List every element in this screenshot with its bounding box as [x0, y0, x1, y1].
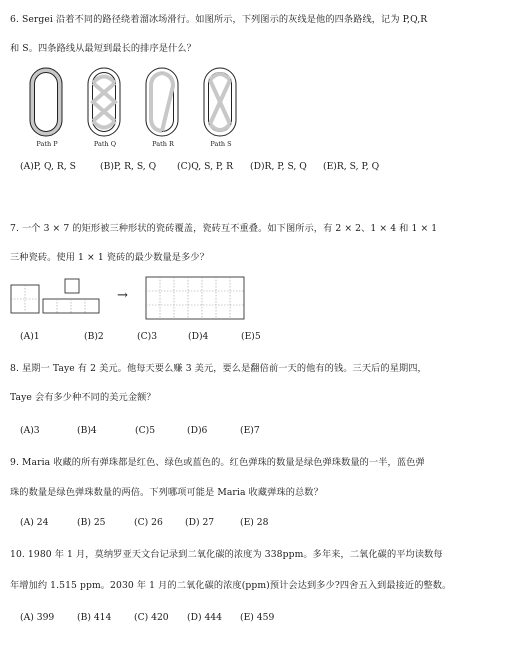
q6-text-line2: 和 S。四条路线从最短到最长的排序是什么？ — [10, 43, 196, 54]
q6-option-a[interactable]: (A)P, Q, R, S — [20, 161, 76, 172]
q6-option-e[interactable]: (E)R, S, P, Q — [323, 161, 380, 172]
q7-option-a[interactable]: (A)1 — [20, 331, 40, 342]
path-p-label: Path P — [36, 140, 58, 148]
q9-option-e[interactable]: (E) 28 — [240, 517, 269, 528]
q8-option-e[interactable]: (E)7 — [240, 425, 260, 436]
path-p-figure — [30, 68, 62, 136]
q6-option-b[interactable]: (B)P, R, S, Q — [100, 161, 157, 172]
q7-options — [20, 331, 420, 343]
q7-option-d[interactable]: (D)4 — [188, 331, 209, 342]
path-q-label: Path Q — [93, 140, 117, 148]
q8-option-c[interactable]: (C)5 — [135, 425, 156, 436]
q9-text-line1: 9. Maria 收藏的所有弹珠都是红色、绿色或蓝色的。红色弹珠的数量是绿色弹珠数量的一半，蓝色弹 — [10, 457, 425, 468]
q9-option-c[interactable]: (C) 26 — [134, 517, 163, 528]
q7-text-line1: 7. 一个 3 × 7 的矩形被三种形状的瓷砖覆盖，瓷砖互不重叠。如下图所示，有 2 × 2、1 × 4 和 1 × 1 — [10, 223, 438, 234]
path-r-label: Path R — [152, 140, 174, 148]
q10-option-d[interactable]: (D) 444 — [187, 612, 222, 623]
rink-paths-figure — [30, 68, 240, 140]
q7-text-line2: 三种瓷砖。使用 1 × 1 瓷砖的最少数量是多少？ — [10, 252, 209, 263]
q10-option-e[interactable]: (E) 459 — [240, 612, 275, 623]
tiles-figure — [10, 276, 250, 326]
path-s-label: Path S — [210, 140, 232, 148]
path-r-figure — [146, 68, 178, 136]
q6-option-d[interactable]: (D)R, P, S, Q — [250, 161, 307, 172]
path-q-figure — [88, 68, 120, 136]
path-s-figure — [204, 68, 236, 136]
q7-option-c[interactable]: (C)3 — [137, 331, 158, 342]
tile-2x2 — [11, 285, 39, 313]
q9-options — [20, 517, 420, 529]
q8-option-a[interactable]: (A)3 — [20, 425, 40, 436]
q7-option-e[interactable]: (E)5 — [241, 331, 261, 342]
q10-text-line2: 年增加约 1.515 ppm。2030 年 1 月的二氧化碳的浓度(ppm)预计会达到多少?四舍五入到最接近的整数。 — [10, 580, 452, 591]
q10-options — [20, 612, 420, 624]
q7-option-b[interactable]: (B)2 — [84, 331, 104, 342]
rectangle-3x7 — [146, 277, 244, 319]
q10-option-a[interactable]: (A) 399 — [20, 612, 55, 623]
q6-text-line1: 6. Sergei 沿着不同的路径绕着溜冰场滑行。如图所示，下列图示的灰线是他的四条路线，记为 P,Q,R — [10, 14, 428, 25]
q8-option-b[interactable]: (B)4 — [77, 425, 97, 436]
q9-option-d[interactable]: (D) 27 — [185, 517, 215, 528]
q10-option-c[interactable]: (C) 420 — [134, 612, 169, 623]
tile-1x4 — [43, 299, 99, 313]
q10-option-b[interactable]: (B) 414 — [77, 612, 112, 623]
q9-text-line2: 珠的数量是绿色弹珠数量的两倍。下列哪项可能是 Maria 收藏弹珠的总数？ — [10, 487, 323, 498]
q9-option-b[interactable]: (B) 25 — [77, 517, 106, 528]
q8-text-line2: Taye 会有多少种不同的美元金额？ — [10, 392, 156, 403]
q9-option-a[interactable]: (A) 24 — [20, 517, 49, 528]
q6-option-c[interactable]: (C)Q, S, P, R — [177, 161, 233, 172]
q8-option-d[interactable]: (D)6 — [187, 425, 208, 436]
q8-text-line1: 8. 星期一 Taye 有 2 美元。他每天要么赚 3 美元，要么是翻倍前一天的他有的钱。三天后的星期四， — [10, 363, 427, 374]
q6-options — [20, 161, 500, 173]
tile-1x1 — [65, 279, 79, 293]
arrow-icon: → — [117, 288, 128, 303]
q8-options — [20, 425, 420, 437]
q10-text-line1: 10. 1980 年 1 月，莫纳罗亚天文台记录到二氧化碳的浓度为 338ppm。多年来，二氧化碳的平均读数每 — [10, 549, 443, 560]
